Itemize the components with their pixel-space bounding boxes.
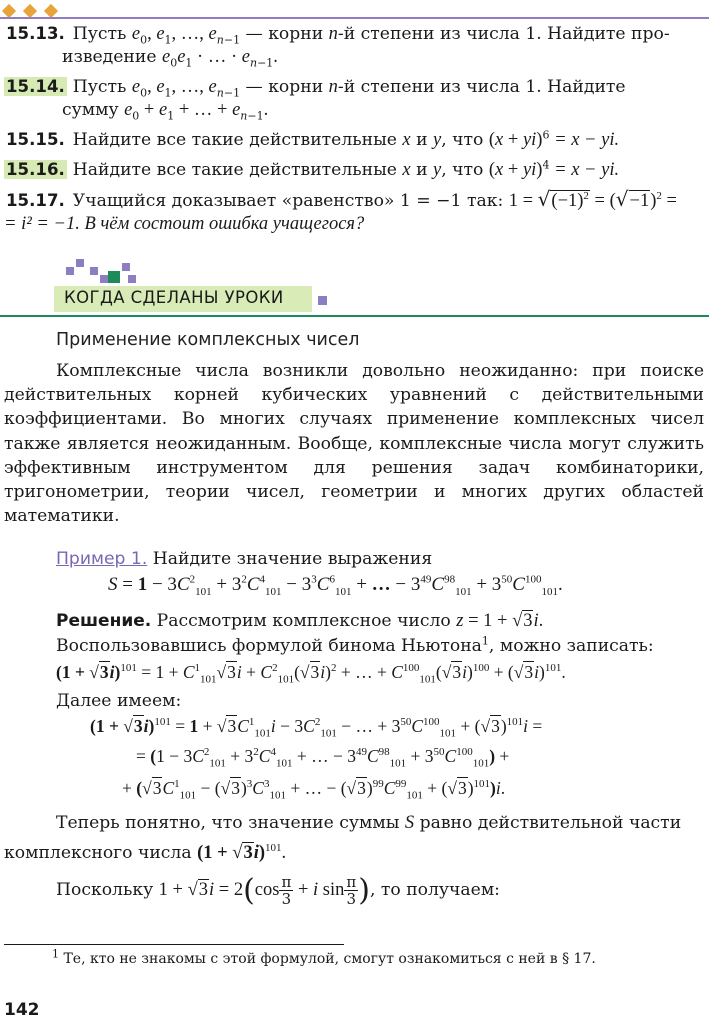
subsection-title: Применение комплексных чисел [56,330,360,350]
footnote: $^1$ Те, кто не знакомы с этой формулой, смогут ознакомиться с ней в § 17. [52,947,596,967]
orange-diamond-icon [44,4,58,18]
orange-diamond-icon [23,4,37,18]
section-divider [0,315,709,317]
example-heading: Пример 1. Найдите значение выражения [56,549,433,569]
page-number: 142 [4,1000,40,1020]
binomial-formula: $(1 + √3i)^{101} = 1 + C^1_{101}√3i + C^2_{101}(√3i)^2$ + … + $C^{100}_{101}(√3i)^{100} + (√3i)^{101}$. [56,662,566,686]
expansion-line-1: $(1 + √3i)^{101} = 1 + √3C^1_{101}i - 3C^2_{101}$ − … + $3^{50}C^{100}_{101} + (√3)^{101}i$ = [90,716,543,740]
further-line: Далее имеем: [56,691,182,711]
section-square-icon [318,296,327,305]
newton-line: Воспользовавшись формулой бинома Ньютона$^1$, можно записать: [56,634,654,656]
section-title: КОГДА СДЕЛАНЫ УРОКИ [64,288,284,307]
problem-15-14: 15.14. Пусть $e_0$, $e_1$, …, $e_{n-1}$ — корни n-й степени из числа 1. Найдите сумму $e_0 + e_1$ + … + $e_{n-1}$. [6,77,626,123]
footnote-divider [4,944,344,945]
problem-number: 15.16. [6,160,65,179]
problem-15-15: 15.15. Найдите все такие действительные x и y, что (x + yi)$^6$ = x − yi. [6,128,620,150]
solution-label: Решение. [56,611,152,631]
now-line: Теперь понятно, что значение суммы S равно действительной части [56,813,682,833]
top-divider [0,17,709,19]
problem-number: 15.17. [6,191,65,210]
problem-number: 15.14. [6,77,65,96]
section-decoration [66,259,146,283]
intro-paragraph: Комплексные числа возникли довольно неожиданно: при поиске действительных корней кубических уравнений с действительными коэффициентами. Во многих случаях применение комплексных чисел также является неожиданным. Вообще, комплексные числа могут служить эффективным инструментом для решения задач комбинаторики, тригонометрии, теории чисел, геометрии и многих других областей математики. [4,361,704,527]
expansion-line-2: = ($1 - 3C^2_{101} + 3^2C^4_{101}$ + … − $3^{49}C^{98}_{101} + 3^{50}C^{100}_{101}$) + [136,746,510,770]
example-label: Пример 1. [56,549,148,569]
example-expression: $S = 1 - 3C^2_{101} + 3^2C^4_{101} - 3^3C^6_{101}$ + … − $3^{49}C^{98}_{101} + 3^{50}C^{100}_{101}$. [108,573,563,598]
solution-line: Решение. Рассмотрим комплексное число z = 1 + √3i. [56,611,544,631]
complex-line: комплексного числа $(1 + √3i)^{101}$. [4,841,287,863]
problem-list [4,22,704,242]
problem-15-17: 15.17. Учащийся доказывает «равенство» 1 = −1 так: $1 = √(-1)^2 = (√-1)^2$ = = i² = −1. В чём состоит ошибка учащегося? [4,187,677,234]
problem-number: 15.15. [6,130,65,149]
since-line: Поскольку 1 + √3i = 2(cos $\frac{\pi}{3}$ + i sin $\frac{\pi}{3}$ ), то получаем: [56,873,500,908]
header-decoration [2,1,65,15]
problem-15-16: 15.16. Найдите все такие действительные x и y, что (x + yi)$^4$ = x − yi. [6,158,620,180]
expansion-line-3: + ($√3C^1_{101} - (√3)^3C^3_{101}$ + … − $(√3)^{99}C^{99}_{101} + (√3)^{101})i$. [122,778,506,802]
problem-number: 15.13. [6,24,65,43]
problem-15-13: 15.13. Пусть $e_0$, $e_1$, …, $e_{n-1}$ — корни n-й степени из числа 1. Найдите про- изведение $e_0e_1$ · … · $e_{n-1}$. [6,24,670,70]
orange-diamond-icon [2,4,16,18]
